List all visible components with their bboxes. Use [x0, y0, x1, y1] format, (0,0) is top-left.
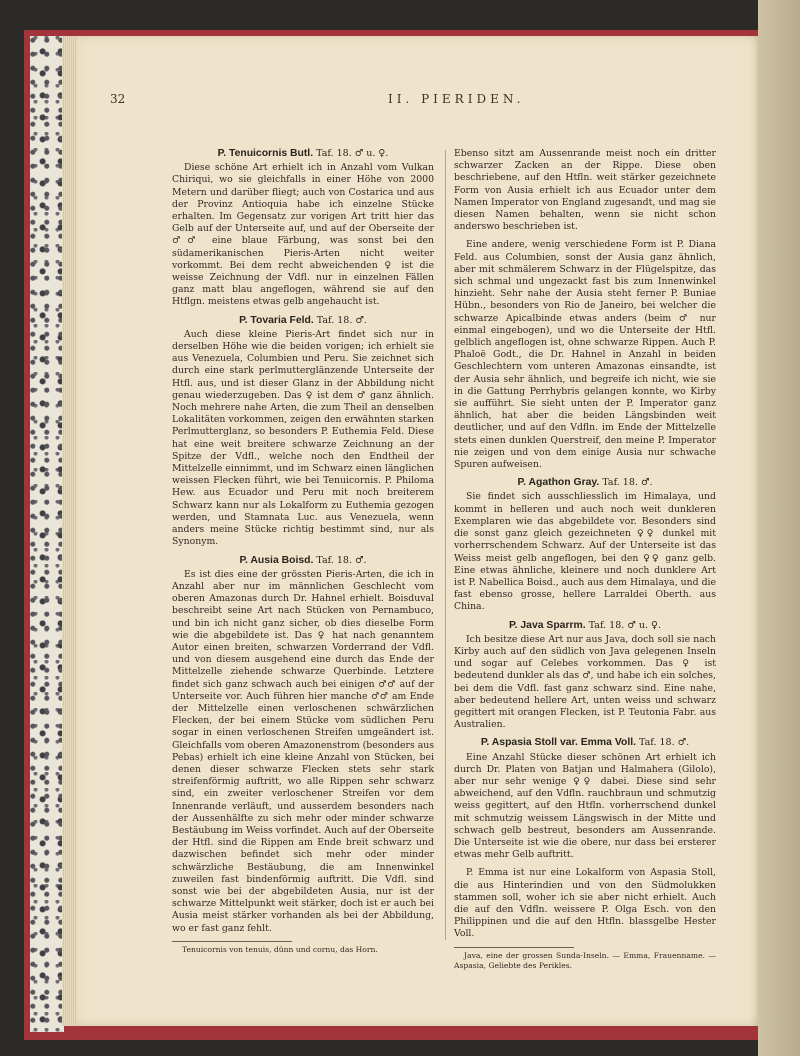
plate-reference: Taf. 18. ♂ u. ♀. — [313, 148, 389, 159]
footnote: Java, eine der grossen Sunda-Inseln. — Emma, Frauenname. — Aspasia, Geliebte des Perikles. — [454, 950, 716, 970]
body-paragraph: Eine Anzahl Stücke dieser schönen Art erhielt ich durch Dr. Platen von Batjan und Halmahera (Gilolo), aber nur sehr wenige ♀♀ dabei. Diese sind sehr abweichend, auf den Vdfln. rauchbraun und schmutzig weiss gegittert, auf den Htfln. vorherrschend dunkel mit schmutzig weissem Längswisch in der Mitte und schwach gelb bestreut, besonders am Aussenrande. Die Unterseite ist wie die obere, nur dass bei ersterer etwas mehr Gelb auftritt. — [454, 751, 716, 861]
body-paragraph: Auch diese kleine Pieris-Art findet sich nur in derselben Höhe wie die beiden vorigen; ich erhielt sie aus Venezuela, Columbien und Peru. Sie zeichnet sich durch eine stark perlmutterglänzende Unterseite der Htfl. aus, und ist dieser Glanz in der Abbildung nicht genau wiederzugeben. Das ♀ ist dem ♂ ganz ähnlich. Noch mehrere nahe Arten, die zum Theil an denselben Lokalitäten vorkommen, zeigen den erwähnten starken Perlmutterglanz, so besonders P. Euthemia Feld. Diese hat eine weit breitere schwarze Zeichnung an der Spitze der Vdfl., welche noch den Endtheil der Mittelzelle einnimmt, und im Schwarz einen länglichen weissen Flecken führt, wie bei Tenuicornis. P. Philoma Hew. aus Ecuador und Peru mit noch breiterem Schwarz kann nur als Lokalform zu Euthemia gezogen werden, und Stamnata Luc. aus Venezuela, wenn anders meine Stücke richtig bestimmt sind, nur als Synonym. — [172, 328, 434, 548]
page-number: 32 — [110, 92, 126, 106]
plate-reference: Taf. 18. ♂. — [313, 554, 367, 566]
species-name: P. Tovaria Feld. — [239, 314, 314, 326]
species-heading — [454, 477, 716, 489]
marbled-endpaper — [30, 36, 64, 1032]
body-paragraph: P. Emma ist nur eine Lokalform von Aspasia Stoll, die aus Hinterindien und von den Südmolukken stammen soll, woher ich sie aber nicht erhielt. Auch die auf den Vdfln. weissere P. Olga Esch. von den Philippinen und die auf den Htfln. blassgelbe Hester Voll. — [454, 867, 716, 940]
species-heading — [172, 315, 434, 327]
page-gutter-edges — [62, 36, 76, 1026]
page-header — [110, 92, 710, 110]
body-paragraph: Diese schöne Art erhielt ich in Anzahl vom Vulkan Chiriqui, wo sie gleichfalls in einer Höhe von 2000 Metern und darüber fliegt; auch von Costarica und aus der Provinz Antioquia habe ich einzelne Stücke erhalten. Im Gegensatz zur vorigen Art tritt hier das Gelb auf der Unterseite auf, und auf der Oberseite der ♂♂ eine blaue Färbung, was sonst bei den südamerikanischen Pieris-Arten nicht weiter vorkommt. Bei dem recht abweichenden ♀ ist die weisse Zeichnung der Vdfl. nur in einzelnen Fällen ganz matt blau angeflogen, während sie auf den Htflgn. meistens etwas gelb angehaucht ist. — [172, 162, 434, 308]
body-paragraph: Sie findet sich ausschliesslich im Himalaya, und kommt in helleren und auch noch weit dunkleren Exemplaren wie das abgebildete vor. Besonders sind die sonst ganz gleich gezeichneten ♀♀ dunkel mit vorherrschendem Schwarz. Auf der Unterseite ist das Weiss meist gelb angeflogen, bei den ♀♀ ganz gelb. Eine etwas ähnliche, kleinere und noch dunklere Art ist P. Nabellica Boisd., auch aus dem Himalaya, und die fast ebenso grosse, hellere Larraldei Oberth. aus China. — [454, 491, 716, 613]
species-heading — [172, 148, 434, 160]
species-heading — [172, 555, 434, 567]
footnote: Tenuicornis von tenuis, dünn und cornu, das Horn. — [182, 944, 378, 954]
footnote-rule — [172, 941, 292, 942]
body-paragraph: Es ist dies eine der grössten Pieris-Arten, die ich in Anzahl aber nur im männlichen Geschlecht vom oberen Amazonas durch Dr. Hahnel erhielt. Boisduval beschreibt seine Art nach Stücken von Pernambuco, und bin ich nicht ganz sicher, ob dies dieselbe Form wie die abgebildete ist. Das ♀ hat nach genanntem Autor einen breiten, schwarzen Vorderrand der Vdfl. und von diesem ausgehend eine durch das Ende der Mittelzelle ziehende schwarze Querbinde. Letztere findet sich ganz schwach auch bei einigen ♂♂ auf der Unterseite vor. Auch führen hier manche ♂♂ am Ende der Mittelzelle einen verloschenen schwärzlichen Flecken, der bei einem Stücke vom südlichen Peru sogar in einen verloschenen Streifen umgeändert ist. Gleichfalls vom oberen Amazonenstrom (besonders aus Pebas) erhielt ich eine kleine Anzahl von Stücken, bei denen dieser schwarze Flecken stets sehr stark streifenförmig auftritt, wo alle Rippen sehr schwarz sind, ein zweiter verloschener Streifen vor dem Innenrande verläuft, und ausserdem besonders nach der Aussenhälfte zu sich mehr oder minder schwarze Bestäubung im Weiss vorfindet. Auch auf der Oberseite der Htfl. sind die Rippen am Ende breit schwarz und dazwischen befindet sich mehr oder minder schwärzliche Bestäubung, die am Innenwinkel zuweilen fast bindenförmig auftritt. Die Vdfl. sind sonst wie bei der abgebildeten Ausia, nur ist der schwarze Mittelpunkt weit stärker, doch ist er auch bei Ausia meist stärker vorhanden als bei der Abbildung, wo er fast ganz fehlt. — [172, 568, 435, 934]
plate-reference: Taf. 18. ♂ u. ♀. — [585, 619, 661, 631]
body-paragraph: Eine andere, wenig verschiedene Form ist P. Diana Feld. aus Columbien, sonst der Ausia ganz ähnlich, aber mit schmälerem Schwarz in der Flügelspitze, das sich schmal und ungezackt fast bis zum Innenwinkel hinzieht. Sehr nahe der Ausia steht ferner P. Buniae Hübn., besonders von Rio de Janeiro, bei welcher die schwarze Apicalbinde etwas anders (beim ♂ nur einmal eingebogen), und wo die Unterseite der Htfl. gelblich angeflogen ist, ohne schwarze Rippen. Auch P. Phaloë Godt., die Dr. Hahnel in Anzahl in beiden Geschlechtern vom unteren Amazonas einsandte, ist der Ausia sehr ähnlich, und begreife ich nicht, wie sie in die Gattung Perrhybris gelangen konnte, wo Kirby sie aufführt. Sie sieht unten der P. Imperator ganz ähnlich, hat aber die beiden Längsbinden weit deutlicher, und auf den Vdfln. im Ende der Mittelzelle stets einen dunklen Querstreif, den meine P. Imperator nie zeigen und von dem einige Ausia nur schwache Spuren aufweisen. — [454, 239, 716, 471]
plate-reference: Taf. 18. ♂. — [636, 737, 690, 749]
species-heading — [454, 620, 716, 632]
adjacent-page-strip — [758, 0, 800, 1056]
body-paragraph: Ich besitze diese Art nur aus Java, doch soll sie nach Kirby auch auf den südlich von Java gelegenen Inseln und sogar auf Celebes vorkommen. Das ♀ ist bedeutend dunkler als das ♂, und habe ich ein solches, bei dem die Vdfl. fast ganz schwarz sind. Eine nahe, aber bedeutend hellere Art, unten weiss und schwarz gegittert mit orangen Flecken, ist P. Teutonia Fabr. aus Australien. — [454, 633, 716, 731]
left-column — [172, 148, 434, 955]
right-column — [454, 148, 716, 971]
species-name: P. Agathon Gray. — [517, 477, 600, 489]
species-name: P. Tenuicornis Butl. — [217, 148, 314, 159]
plate-reference: Taf. 18. ♂. — [313, 314, 367, 326]
footnote-rule — [454, 947, 574, 948]
running-head: II. PIERIDEN. — [388, 92, 525, 106]
species-name: P. Ausia Boisd. — [239, 554, 314, 566]
species-name: P. Java Sparrm. — [509, 619, 586, 631]
species-name: P. Aspasia Stoll var. Emma Voll. — [480, 737, 636, 749]
column-separator — [445, 150, 446, 940]
species-heading — [454, 737, 716, 749]
plate-reference: Taf. 18. ♂. — [599, 477, 653, 489]
body-paragraph: Ebenso sitzt am Aussenrande meist noch ein dritter schwarzer Zacken an der Rippe. Diese oben beschriebene, auf den Htfln. weit stärker gezeichnete Form von Ausia erhielt ich aus Ecuador unter dem Namen Imperator von England zugesandt, und mag sie diesen Namen behalten, wenn sie nicht schon anderswo beschrieben ist. — [454, 148, 716, 233]
